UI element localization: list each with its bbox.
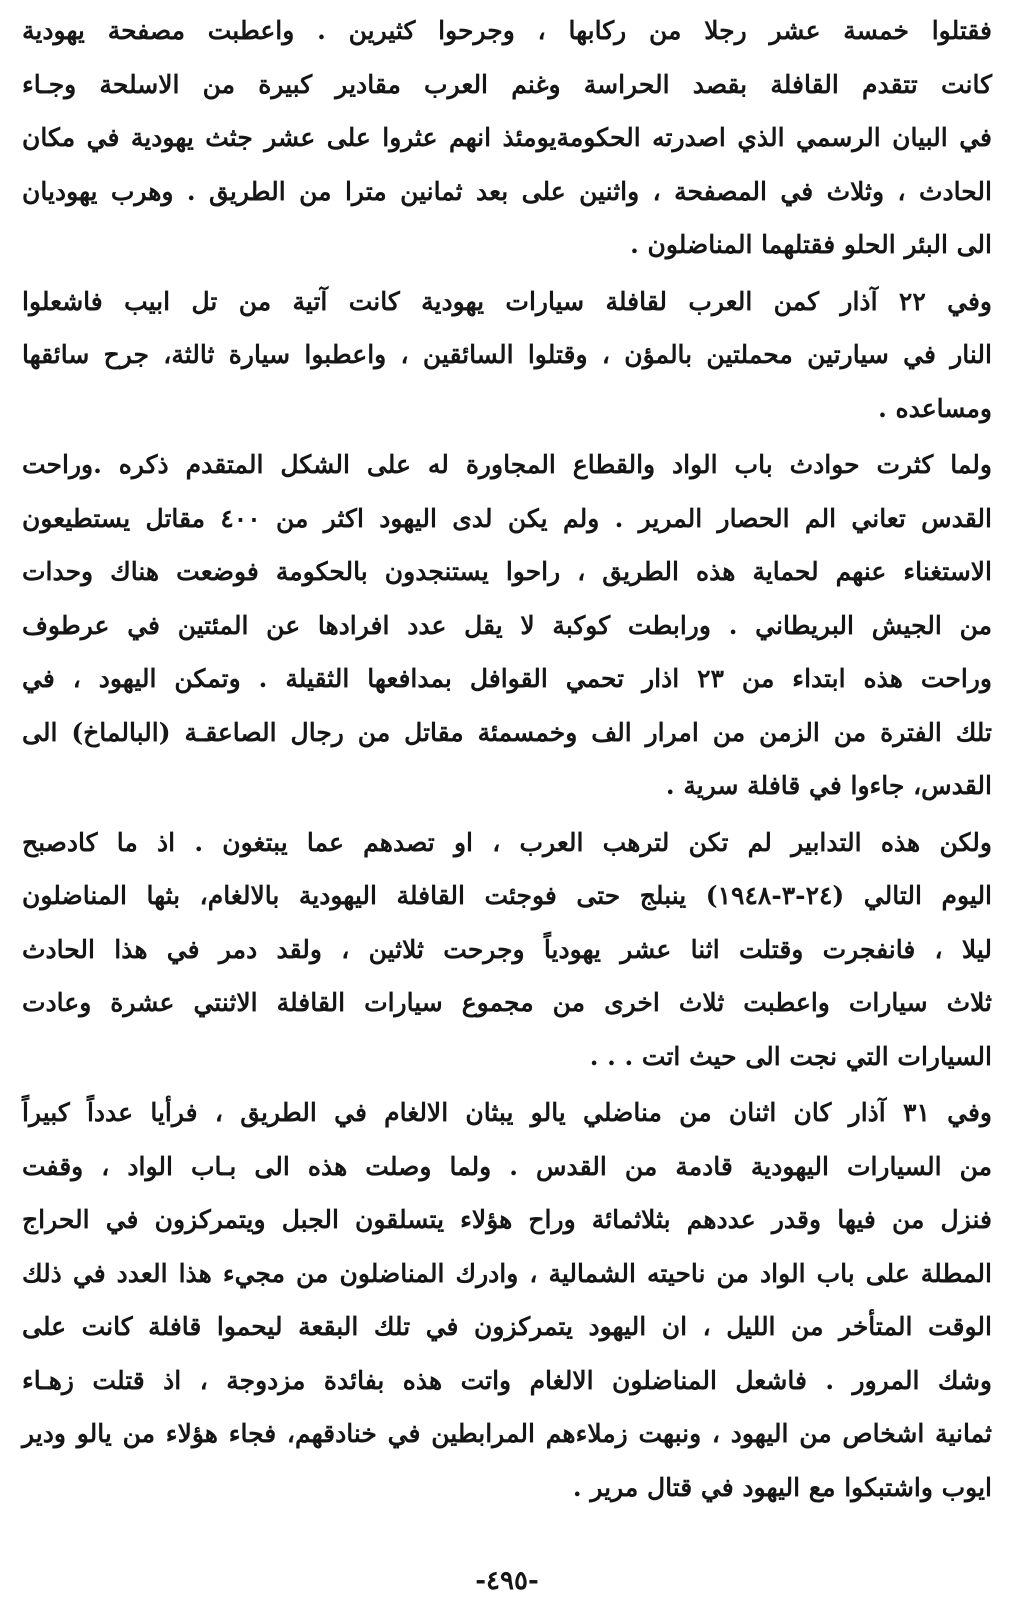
text-line: كانت تتقدم القافلة بقصد الحراسة وغنم العرب مقادير كبيرة من الاسلحة وجـاء: [22, 69, 992, 99]
text-line: وفي ٢٢ آذار كمن العرب لقافلة سيارات يهودية كانت آتية من تل ابيب فاشعلوا: [22, 286, 992, 316]
paragraph: [22, 1086, 992, 1514]
text-line: فقتلوا خمسة عشر رجلا من ركابها ، وجرحوا كثيرين . واعطبت مصفحة يهودية: [22, 16, 992, 45]
text-line: القدس تعاني الم الحصار المرير . ولم يكن لدى اليهود اكثر من ٤٠٠ مقاتل يستطيعون: [22, 503, 992, 533]
text-line: وشك المرور . فاشعل المناضلون الالغام واتت هذه بفائدة مزدوجة ، اذ قتلت زهـاء: [22, 1365, 992, 1395]
text-line: الوقت المتأخر من الليل ، ان اليهود يتمركزون في تلك البقعة ليحموا قافلة كانت على: [22, 1312, 992, 1341]
text-line: وراحت هذه ابتداء من ٢٣ اذار تحمي القوافل بمدافعها الثقيلة . وتمكن اليهود ، في: [22, 664, 992, 693]
text-line: في البيان الرسمي الذي اصدرته الحكومةيومئذ انهم عثروا على عشر جثث يهودية في مكان: [22, 123, 992, 152]
text-line: ثمانية اشخاص من اليهود ، ونبهت زملاءهم المرابطين في خنادقهم، فجاء هؤلاء من يالو ودير: [22, 1419, 992, 1448]
text-line: السيارات التي نجت الى حيث اتت . . .: [589, 1041, 992, 1071]
text-line: اليوم التالي (٢٤-٣-١٩٤٨) ينبلج حتى فوجئت القافلة اليهودية بالالغام، بثها المناضلون: [22, 881, 993, 910]
page-number: -٤٩٥-: [475, 1566, 539, 1596]
text-line: ولما كثرت حوادث باب الواد والقطاع المجاورة له على الشكل المتقدم ذكره .وراحت: [22, 450, 992, 479]
text-line: تلك الفترة من الزمن من امرار الف وخمسمئة مقاتل من رجال الصاعقـة (البالماخ) الى: [22, 717, 992, 747]
text-line: الى البئر الحلو فقتلهما المناضلون .: [630, 230, 992, 259]
text-line: ولكن هذه التدابير لم تكن لترهب العرب ، او تصدهم عما يبتغون . اذ ما كادصبح: [22, 827, 992, 857]
paragraph: [22, 4, 992, 272]
text-line: ومساعده .: [878, 393, 992, 423]
text-line: النار في سيارتين محملتين بالمؤن ، وقتلوا السائقين ، واعطبوا سيارة ثالثة، جرح سائقها: [22, 340, 992, 369]
body-text: [22, 4, 992, 1517]
text-line: المطلة على باب الواد من ناحيته الشمالية ، وادرك المناضلون من مجيء هذا العدد في ذلك: [22, 1258, 992, 1288]
text-line: من السيارات اليهودية قادمة من القدس . ولما وصلت هذه الى بـاب الواد ، وقفت: [22, 1151, 992, 1181]
text-line: فنزل من فيها وقدر عددهم بثلاثمائة وراح هؤلاء يتسلقون الجبل ويتمركزون في الحراج: [22, 1205, 992, 1234]
text-line: ليلا ، فانفجرت وقتلت اثنا عشر يهودياً وجرحت ثلاثين ، ولقد دمر في هذا الحادث: [22, 934, 992, 964]
text-line: وفي ٣١ آذار كان اثنان من مناضلي يالو يبثان الالغام في الطريق ، فرأيا عدداً كبيراً: [22, 1098, 992, 1127]
text-line: من الجيش البريطاني . ورابطت كوكبة لا يقل عدد افرادها عن المئتين في عرطوف: [22, 610, 992, 640]
text-line: القدس، جاءوا في قافلة سرية .: [665, 771, 992, 800]
text-line: ثلاث سيارات واعطبت ثلاث اخرى من مجموع سيارات القافلة الاثنتي عشرة وعادت: [22, 988, 992, 1017]
paragraph: [22, 816, 992, 1084]
paragraph: [22, 438, 992, 813]
text-line: الاستغناء عنهم لحماية هذه الطريق ، راحوا يستنجدون بالحكومة فوضعت هناك وحدات: [22, 557, 992, 586]
paragraph: [22, 275, 992, 436]
text-line: ايوب واشتبكوا مع اليهود في قتال مرير .: [572, 1472, 992, 1502]
text-line: الحادث ، وثلاث في المصفحة ، واثنين على بعد ثمانين مترا من الطريق . وهرب يهوديان: [22, 176, 992, 206]
